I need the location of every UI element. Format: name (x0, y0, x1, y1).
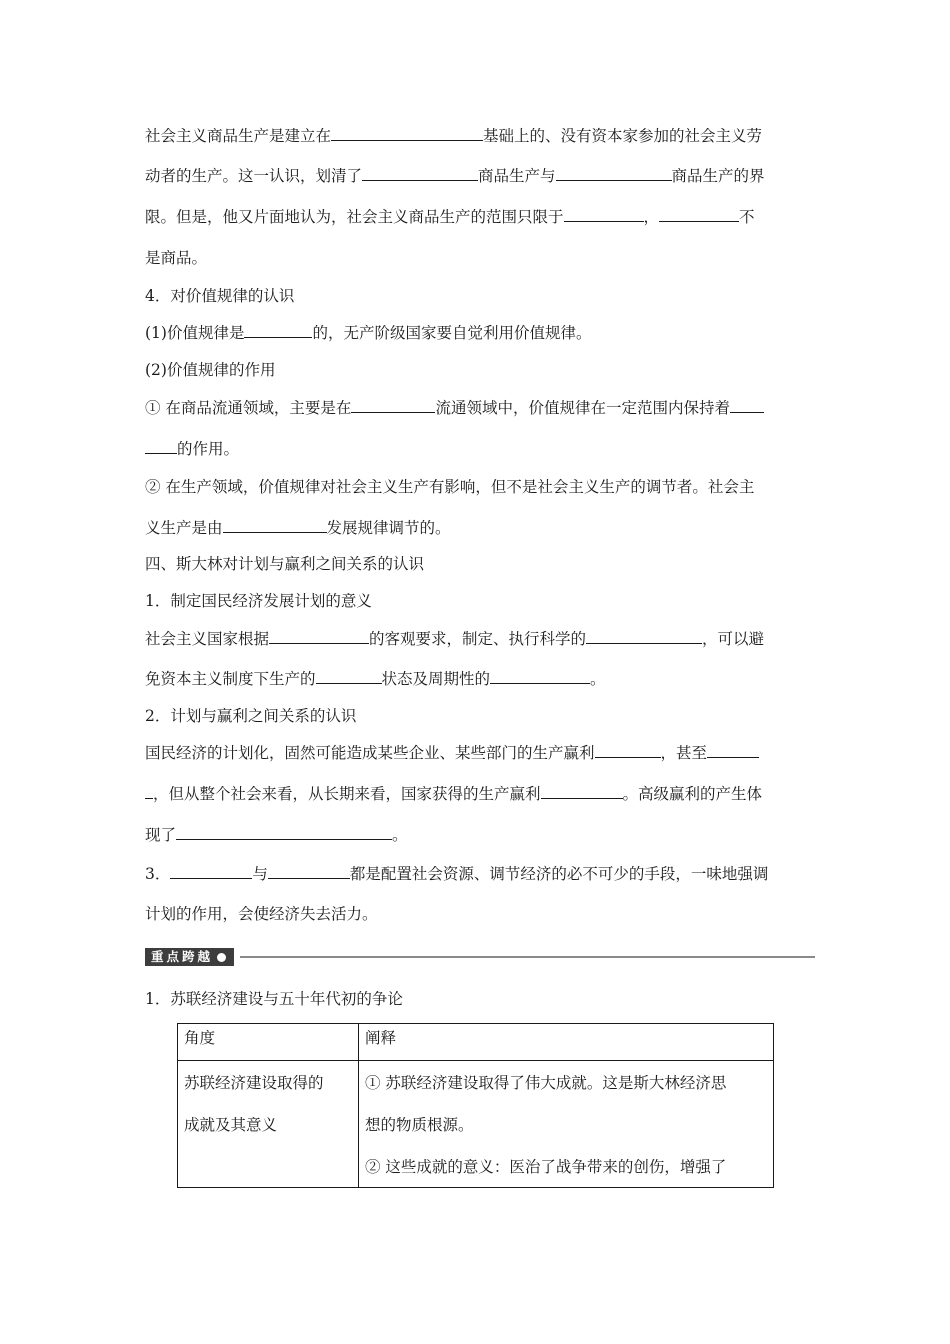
section-heading: 四、斯大林对计划与赢利之间关系的认识 (145, 555, 425, 573)
fill-blank[interactable] (244, 321, 312, 338)
fill-blank[interactable] (316, 667, 382, 684)
paragraph-line (145, 862, 810, 885)
fill-blank[interactable] (176, 823, 392, 840)
fill-blank[interactable] (269, 627, 369, 644)
text: 。高级赢利的产生体 (622, 785, 763, 803)
text: 社会主义商品生产是建立在 (145, 127, 332, 145)
text: 。 (392, 826, 408, 844)
table-header-cell (359, 1024, 774, 1061)
text: 义生产是由 (145, 519, 223, 537)
text: ，但从整个社会来看，从长期来看，国家获得的生产赢利 (153, 785, 541, 803)
fill-blank[interactable] (595, 741, 661, 758)
table-header-cell (178, 1024, 359, 1061)
text: 不 (739, 208, 755, 226)
table-cell (359, 1061, 774, 1188)
fill-blank[interactable] (362, 164, 478, 181)
paragraph-line (145, 164, 810, 187)
cell-text: ② 这些成就的意义：医治了战争带来的创伤，增强了 (365, 1158, 727, 1176)
fill-blank[interactable] (145, 437, 177, 454)
fill-blank[interactable] (170, 862, 252, 879)
cell-text: 苏联经济建设取得的 (184, 1074, 324, 1092)
paragraph-line (145, 247, 810, 269)
subheading: (2)价值规律的作用 (145, 361, 276, 379)
text: ， (643, 208, 660, 226)
fill-blank[interactable] (541, 782, 623, 799)
fill-blank[interactable] (490, 667, 590, 684)
divider (240, 956, 815, 958)
section-banner-text: 重点跨越 (151, 949, 214, 964)
paragraph-line: ② 在生产领域，价值规律对社会主义生产有影响，但不是社会主义生产的调节者。社会主 (145, 478, 755, 496)
paragraph-line (145, 741, 810, 764)
cell-text: ① 苏联经济建设取得了伟大成就。这是斯大林经济思 (365, 1074, 727, 1092)
cell-text: 想的物质根源。 (365, 1116, 474, 1134)
subheading: 1．制定国民经济发展计划的意义 (145, 592, 372, 610)
text: 是商品。 (145, 249, 208, 267)
cell-text: 角度 (184, 1029, 216, 1047)
paragraph-line (145, 516, 810, 539)
text: 的，无产阶级国家要自觉利用价值规律。 (312, 324, 592, 342)
paragraph-line (145, 823, 810, 846)
text: 商品生产的界 (671, 167, 765, 185)
text: 状态及周期性的 (381, 670, 491, 688)
paragraph-line (145, 205, 810, 228)
text: 与 (252, 865, 268, 883)
text: ① 在商品流通领域，主要是在 (145, 399, 352, 417)
text: ，甚至 (660, 744, 708, 762)
fill-blank[interactable] (331, 124, 483, 141)
table-header-row (178, 1024, 774, 1061)
paragraph-line (145, 782, 810, 805)
paragraph-line: 计划的作用，会使经济失去活力。 (145, 905, 378, 923)
fill-blank[interactable] (223, 516, 327, 533)
text: 现了 (145, 826, 177, 844)
text: (1)价值规律是 (145, 324, 245, 342)
fill-blank[interactable] (268, 862, 350, 879)
paragraph-line (145, 437, 810, 460)
text: 流通领域中，价值规律在一定范围内保持着 (435, 399, 730, 417)
fill-blank[interactable] (556, 164, 672, 181)
fill-blank[interactable] (707, 741, 759, 758)
text: 3． (145, 865, 171, 883)
explanation-table (177, 1023, 774, 1188)
text: 免资本主义制度下生产的 (145, 670, 316, 688)
fill-blank[interactable] (564, 205, 644, 222)
text: 商品生产与 (478, 167, 556, 185)
text: 国民经济的计划化，固然可能造成某些企业、某些部门的生产赢利 (145, 744, 595, 762)
text: 动者的生产。这一认识，划清了 (145, 167, 363, 185)
text: 社会主义国家根据 (145, 630, 270, 648)
text: 的客观要求，制定、执行科学的 (369, 630, 587, 648)
text: 的作用。 (177, 440, 240, 458)
fill-blank[interactable] (730, 396, 764, 413)
subheading: 1．苏联经济建设与五十年代初的争论 (145, 990, 403, 1008)
subheading: 2．计划与赢利之间关系的认识 (145, 707, 357, 725)
paragraph-line (145, 627, 810, 650)
cell-text: 成就及其意义 (184, 1116, 278, 1134)
text: 发展规律调节的。 (326, 519, 451, 537)
paragraph-line (145, 396, 810, 419)
text: 限。但是，他又片面地认为，社会主义商品生产的范围只限于 (145, 208, 564, 226)
text: ，可以避 (702, 630, 765, 648)
text: 基础上的、没有资本家参加的社会主义劳 (483, 127, 763, 145)
text: 都是配置社会资源、调节经济的必不可少的手段，一味地强调 (349, 865, 769, 883)
cell-text: 阐释 (365, 1029, 397, 1047)
paragraph-line (145, 667, 810, 690)
fill-blank[interactable] (351, 396, 435, 413)
section-banner-label (145, 948, 234, 966)
table-row (178, 1061, 774, 1188)
table-cell (178, 1061, 359, 1188)
section-banner (145, 948, 815, 966)
text: 。 (590, 670, 606, 688)
fill-blank[interactable] (586, 627, 702, 644)
paragraph-line (145, 321, 810, 344)
bullet-dot-icon (217, 953, 226, 962)
heading-item-4: 4．对价值规律的认识 (145, 287, 295, 305)
fill-blank[interactable] (659, 205, 739, 222)
fill-blank[interactable] (145, 782, 153, 799)
paragraph-line (145, 124, 810, 147)
